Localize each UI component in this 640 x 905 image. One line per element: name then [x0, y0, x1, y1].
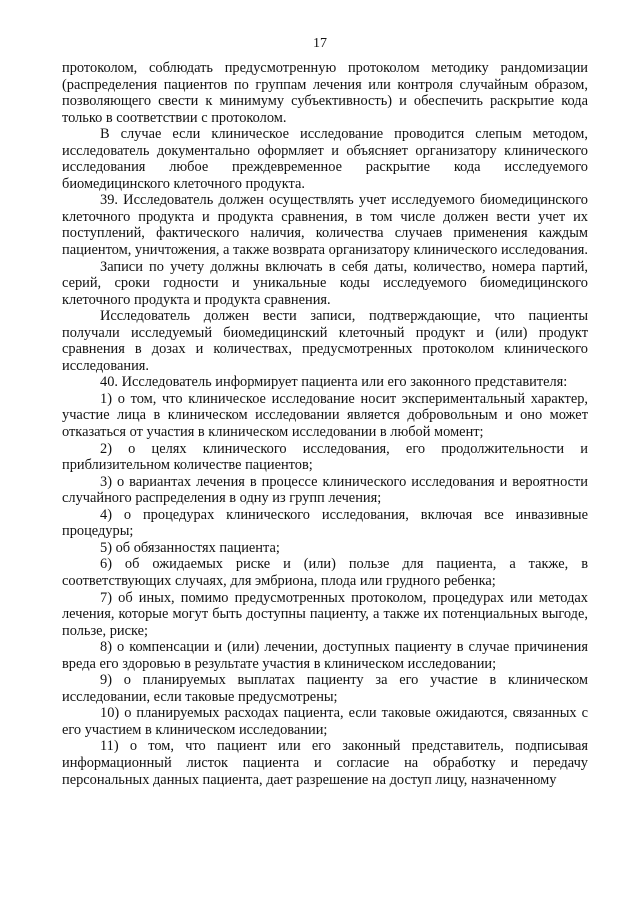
- document-body: [62, 60, 588, 788]
- paragraph: 40. Исследователь информирует пациента или его законного представителя:: [100, 374, 568, 391]
- paragraph: протоколом, соблюдать предусмотренную протоколом методику рандомизации (распределения пациентов по группам лечения или контроля случайным образом, позволяющего свести к минимуму субъективность) и обеспечить раскрытие кода только в соответствии с протоколом.: [62, 60, 588, 126]
- paragraph: 10) о планируемых расходах пациента, если таковые ожидаются, связанных с его участием в клиническом исследовании;: [62, 705, 588, 738]
- paragraph: 2) о целях клинического исследования, его продолжительности и приблизительном количестве пациентов;: [62, 440, 588, 474]
- paragraph: 4) о процедурах клинического исследования, включая все инвазивные процедуры;: [62, 506, 588, 540]
- paragraph: 9) о планируемых выплатах пациенту за его участие в клиническом исследовании, если таковые предусмотрены;: [62, 672, 588, 705]
- paragraph: В случае если клиническое исследование проводится слепым методом, исследователь документально оформляет и объясняет организатору клинического исследования любое преждевременное раскрытие кода исследуемого биомедицинского клеточного продукта.: [62, 126, 588, 192]
- paragraph: 3) о вариантах лечения в процессе клинического исследования и вероятности случайного распределения в одну из групп лечения;: [62, 473, 588, 507]
- page-number: 17: [313, 36, 327, 51]
- paragraph: 1) о том, что клиническое исследование носит экспериментальный характер, участие лица в клиническом исследовании является добровольным и оно может отказаться от участия в клиническом исследовании в любой момент;: [62, 390, 588, 441]
- paragraph: 39. Исследователь должен осуществлять учет исследуемого биомедицинского клеточного продукта и продукта сравнения, в том числе должен вести учет их поступлений, фактического наличия, количества случаев применения каждым пациентом, уничтожения, а также возврата организатору клинического исследования.: [62, 192, 588, 259]
- paragraph: Записи по учету должны включать в себя даты, количество, номера партий, серий, сроки годности и уникальные коды исследуемого биомедицинского клеточного продукта и продукта сравнения.: [62, 258, 588, 308]
- paragraph: 6) об ожидаемых риске и (или) пользе для пациента, а также, в соответствующих случаях, для эмбриона, плода или грудного ребенка;: [62, 556, 588, 589]
- paragraph: Исследователь должен вести записи, подтверждающие, что пациенты получали исследуемый биомедицинский клеточный продукт и (или) продукт сравнения в дозах и количествах, предусмотренных протоколом клинического исследования.: [62, 308, 588, 374]
- paragraph: 5) об обязанностях пациента;: [100, 539, 280, 556]
- paragraph: 7) об иных, помимо предусмотренных протоколом, процедурах или методах лечения, которые могут быть доступны пациенту, а также их потенциальных выгоде, пользе, риске;: [62, 589, 588, 639]
- paragraph: 8) о компенсации и (или) лечении, доступных пациенту в случае причинения вреда его здоровью в результате участия в клиническом исследовании;: [62, 639, 588, 672]
- paragraph: 11) о том, что пациент или его законный представитель, подписывая информационный листок пациента и согласие на обработку и передачу персональных данных пациента, дает разрешение на доступ лицу, назначенному: [62, 738, 588, 788]
